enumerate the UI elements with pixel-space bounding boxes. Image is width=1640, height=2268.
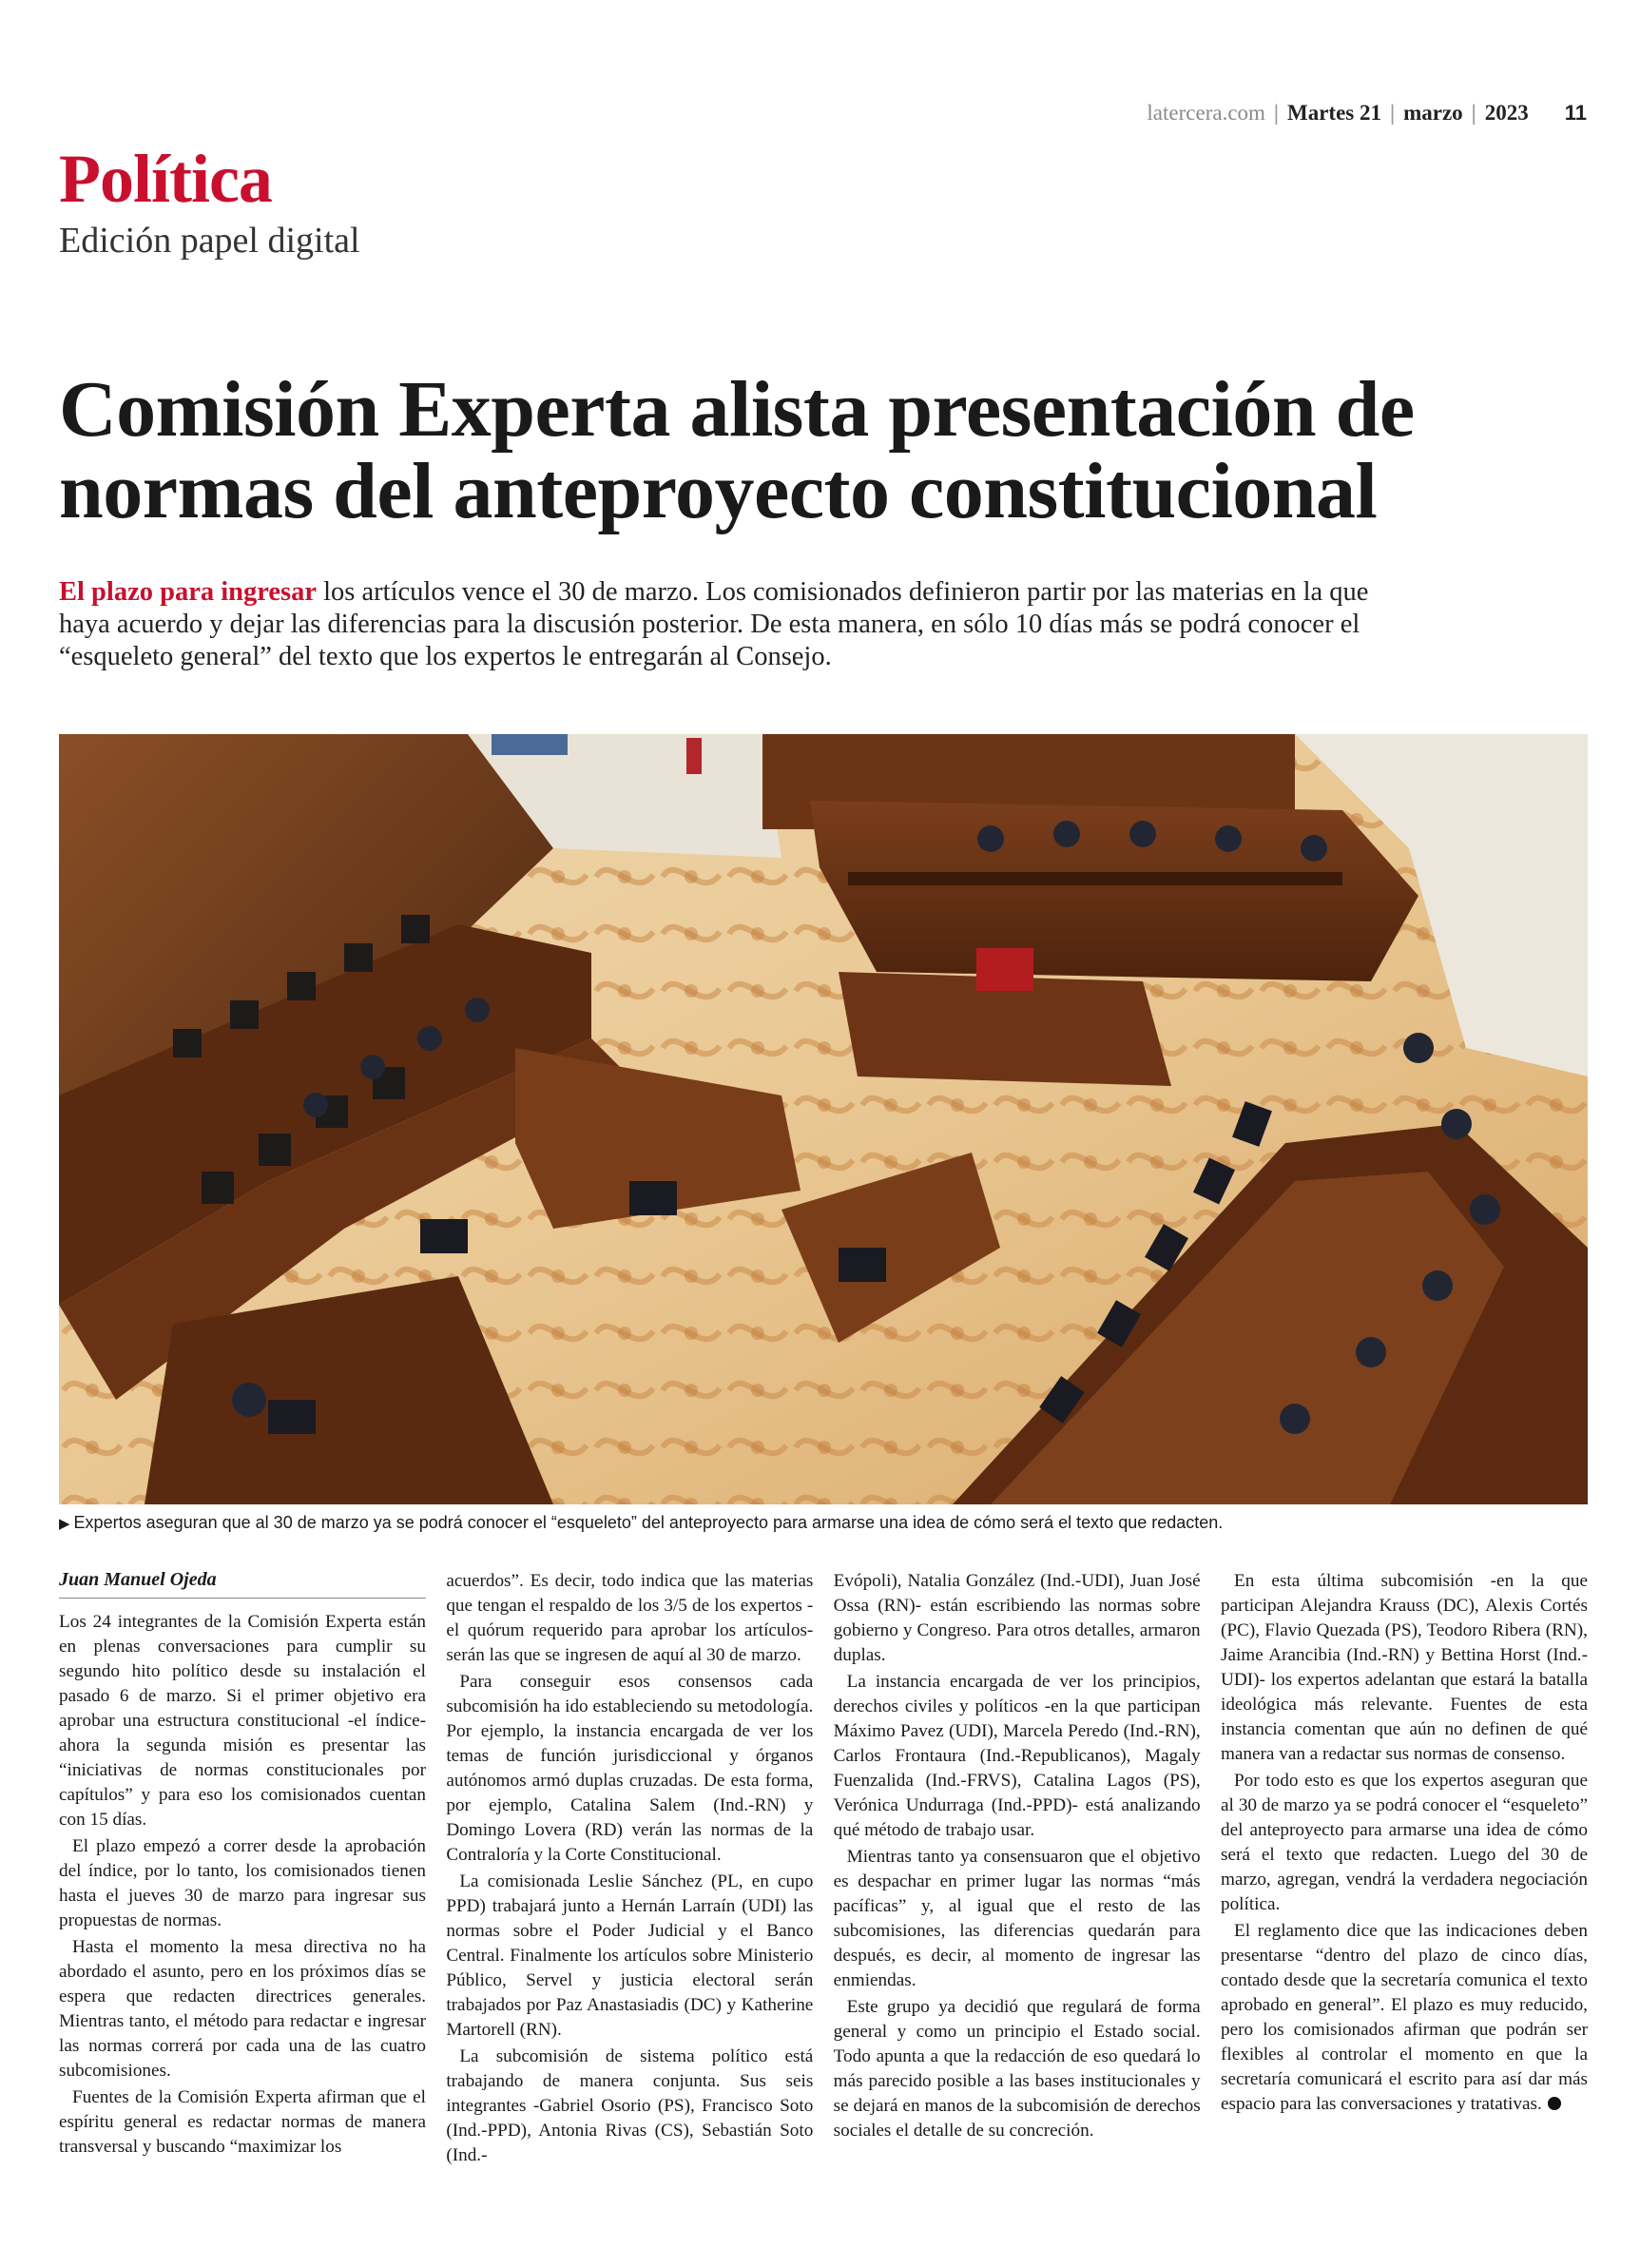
date-month: marzo — [1403, 101, 1463, 125]
paragraph: En esta última subcomisión -en la que participan Alejandra Krauss (DC), Alexis Cortés (PC), Flavio Quezada (PS), Teodoro Ribera (RN), Jaime Arancibia (Ind.-RN) y Bettina Horst (Ind.-UDI)- los expertos adelantan que estará la batalla ideológica más relevante. Fuentes de esta instancia comentan que aún no definen de qué manera van a redactar sus normas de consenso. — [1220, 1571, 1588, 1764]
headline-line-2: normas del anteproyecto constitucional — [59, 447, 1378, 535]
paragraph: Para conseguir esos consensos cada subcomisión ha ido estableciendo su metodología. Por ejemplo, la instancia encargada de ver los temas de función jurisdiccional y órganos autónomos armó duplas cruzadas. De esta forma, por ejemplo, Catalina Salem (Ind.-RN) y Domingo Lovera (RD) verán las normas de la Contraloría y la Corte Constitucional. — [446, 1672, 814, 1865]
byline: Juan Manuel Ojeda — [59, 1569, 426, 1599]
caption-text: Expertos aseguran que al 30 de marzo ya se podrá conocer el “esqueleto” del anteproyecto para armarse una idea de cómo será el texto que redacten. — [73, 1513, 1224, 1532]
lede-text: los artículos vence el 30 de marzo. Los comisionados definieron partir por las materias en la que haya acuerdo y dejar las diferencias para la discusión posterior. De esta manera, en sólo 10 días más se podrá conocer el “esqueleto general” del texto que los expertos le entregarán al Consejo. — [59, 577, 1369, 671]
article-column-1 — [59, 1569, 426, 2170]
date-year: 2023 — [1484, 101, 1529, 125]
paragraph: La instancia encargada de ver los principios, derechos civiles y políticos -en la que participan Máximo Pavez (UDI), Marcela Peredo (Ind.-RN), Carlos Frontaura (Ind.-Republicanos), Magaly Fuenzalida (Ind.-FRVS), Catalina Lagos (PS), Verónica Undurraga (Ind.-PPD)- está analizando qué método de trabajo usar. — [833, 1672, 1201, 1840]
paragraph: Evópoli), Natalia González (Ind.-UDI), Juan José Ossa (RN)- están escribiendo las normas sobre gobierno y Congreso. Para otros detalles, armaron duplas. — [833, 1571, 1201, 1665]
lede-highlight: El plazo para ingresar — [59, 577, 318, 607]
photo-caption — [59, 1513, 1588, 1533]
paragraph: Fuentes de la Comisión Experta afirman que el espíritu general es redactar normas de manera transversal y buscando “maximizar los — [59, 2087, 426, 2157]
paragraph: La comisionada Leslie Sánchez (PL, en cupo PPD) trabajará junto a Hernán Larraín (UDI) las normas sobre el Poder Judicial y el Banco Central. Finalmente los artículos sobre Ministerio Público, Servel y justicia electoral serán trabajados por Paz Anastasiadis (DC) y Katherine Martorell (RN). — [446, 1871, 814, 2040]
paragraph: Mientras tanto ya consensuaron que el objetivo es despachar en primer lugar las normas “más pacíficas” y, al igual que el resto de las subcomisiones, las diferencias quedarán para después, es decir, al momento de ingresar las enmiendas. — [833, 1847, 1201, 1990]
separator: | — [1470, 102, 1477, 125]
article-body — [59, 1569, 1588, 2170]
article-photo — [59, 734, 1588, 1504]
paragraph: El plazo empezó a correr desde la aprobación del índice, por lo tanto, los comisionados tienen hasta el jueves 30 de marzo para ingresar sus propuestas de normas. — [59, 1836, 426, 1930]
separator: | — [1389, 102, 1397, 125]
paragraph: Este grupo ya decidió que regulará de forma general y como un principio el Estado social. Todo apunta a que la redacción de eso quedará lo más parecido posible a las bases institucionales y se dejará en manos de la subcomisión de derechos sociales el detalle de su concreción. — [833, 1997, 1201, 2141]
article-column-2 — [446, 1569, 813, 2170]
article-headline — [59, 365, 1590, 535]
chamber-photo-illustration — [59, 734, 1588, 1504]
paragraph: La subcomisión de sistema político está trabajando de manera conjunta. Sus seis integrantes -Gabriel Osorio (PS), Francisco Soto (Ind.-PPD), Antonia Rivas (CS), Sebastián Soto (Ind.- — [446, 2046, 814, 2165]
article-column-4 — [1221, 1569, 1588, 2170]
paragraph — [1221, 1919, 1588, 2117]
headline-line-1: Comisión Experta alista presentación de — [59, 365, 1415, 454]
paragraph: Por todo esto es que los expertos aseguran que al 30 de marzo ya se podrá conocer el “esqueleto” del anteproyecto para armarse una idea de cómo será el texto que redacten. Luego del 30 de marzo, agregan, vendrá la verdadera negociación política. — [1220, 1771, 1588, 1914]
page-header-meta — [1147, 99, 1587, 127]
article-column-3 — [834, 1569, 1201, 2170]
site-name: latercera.com — [1147, 101, 1265, 125]
paragraph: Los 24 integrantes de la Comisión Experta están en plenas conversaciones para cumplir su segundo hito político desde su instalación el pasado 6 de marzo. Si el primer objetivo era aprobar una estructura constitucional -el índice- ahora la segunda misión es presentar las “iniciativas de normas constitucionales por capítulos” y para eso los comisionados cuentan con 15 días. — [59, 1612, 426, 1830]
end-of-article-icon — [1548, 2097, 1561, 2110]
separator: | — [1272, 102, 1280, 125]
paragraph: Hasta el momento la mesa directiva no ha abordado el asunto, pero en los próximos días se espera que redacten directrices generales. Mientras tanto, el método para redactar e ingresar las normas correrá por cada una de las cuatro subcomisiones. — [59, 1937, 426, 2081]
section-subtitle: Edición papel digital — [59, 221, 360, 261]
page-number: 11 — [1564, 101, 1587, 125]
date-day: Martes 21 — [1287, 101, 1381, 125]
caption-triangle-icon: ▶ — [59, 1516, 70, 1532]
paragraph: acuerdos”. Es decir, todo indica que las materias que tengan el respaldo de los 3/5 de los expertos -el quórum requerido para aprobar los artículos- serán las que se ingresen de aquí al 30 de marzo. — [446, 1571, 814, 1665]
article-lede — [59, 576, 1390, 673]
paragraph-text: El reglamento dice que las indicaciones deben presentarse “dentro del plazo de cinco días, contado desde que la secretaría comunica el texto aprobado en general”. El plazo es muy reducido, pero los comisionados afirman que podrán ser flexibles al controlar el momento en que la secretaría comunicará el escrito para así dar más espacio para las conversaciones y tratativas. — [1220, 1921, 1588, 2114]
section-title: Política — [59, 141, 272, 217]
